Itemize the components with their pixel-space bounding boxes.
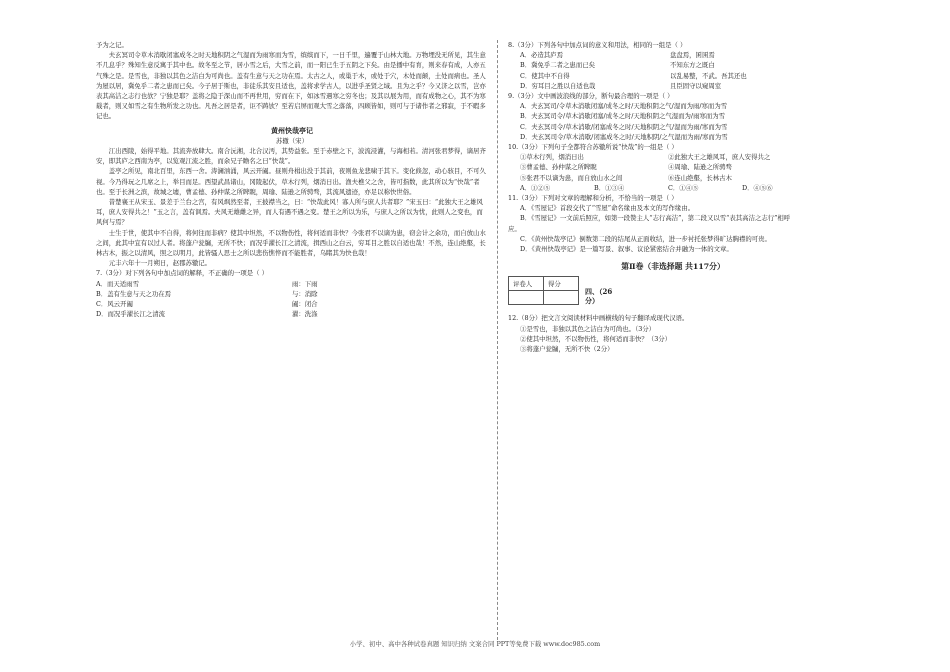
option-gloss: 濯：洗涤 xyxy=(292,310,318,319)
essay-title: 黄州快哉亭记 xyxy=(271,125,313,135)
question-9-option: B．夫玄冥司令/草木消歇闭塞/成冬之时/天地积阴之气湿而为/雨寒而为雪 xyxy=(520,112,726,121)
question-12-item: ②使其中坦然，不以物伤性，将何适而非快？（3分） xyxy=(520,334,672,343)
question-10-items xyxy=(508,173,838,183)
question-10-items xyxy=(508,162,838,172)
question-11-option: D．《黄州快哉亭记》是一篇写景、叙事、议论紧密结合并融为一体的文章。 xyxy=(520,245,733,254)
question-9-option: C．夫玄冥司令/草木消歇/闭塞成冬之时/天地积阴之气/湿而为雨/寒而为雪 xyxy=(520,122,728,131)
part-2-heading: 第Ⅱ卷（非选择题 共117分） xyxy=(621,262,725,272)
passage-xuewuji xyxy=(96,50,488,121)
text-line: 德、孙仲谋之所睥睨，周瑜、陆逊之所骋骛，其流风遗迹，亦足以称快世俗。 xyxy=(198,187,416,196)
question-8-stem: 8.（3分）下列各句中加点词的意义和用法，相同的一组是（ ） xyxy=(508,41,687,49)
question-11-option: C．《黄州快哉亭记》倒数第二段的结尾从正面收结，进一步衬托张梦得旷达胸襟的可贵。 xyxy=(520,234,771,243)
intro-line: 予为之记。 xyxy=(96,41,128,49)
text-line: 者耶？”宋玉曰：“此独大王之雄风耳，庶人安得共之！”玉之言，盖有讽焉。夫风无雄雌之异，而人有 xyxy=(96,198,483,217)
question-7-stem: 7.（3分）对下列各句中加点词的解释，不正确的一项是（ ） xyxy=(96,269,268,278)
choice-text: B．①③④ xyxy=(594,183,625,192)
reviewer-cell xyxy=(509,291,544,305)
option-text: D．穷耳目之胜以自适也哉 xyxy=(520,81,596,90)
essay-author: 苏辙（宋） xyxy=(276,136,308,145)
option-compare: 以乱易整，不武。吾其还也 xyxy=(670,71,747,80)
text-line: 林大地。万物埋没无所见，其生意不几息乎？殊知生意反寓于其中也。故冬至之节，居小雪之后，大雪之 xyxy=(96,51,486,70)
question-11-option: A．《雪屋记》首段交代了“雪屋”命名缘由及本文的写作缘由。 xyxy=(520,204,695,213)
question-8-option xyxy=(508,60,838,70)
question-7-option xyxy=(96,279,488,289)
item-text: ③曹孟德、孙仲谋之所睥睨 xyxy=(520,163,597,172)
question-12-item: ③将蓬户瓮牖，无所不快（2分） xyxy=(520,345,614,354)
text-line: 为患，窃会计之余功，而自放山水之间，此其中宜有以过人者。将蓬户瓮牖，无所不快；而况乎濯长江之 xyxy=(96,228,486,247)
column-divider xyxy=(497,40,498,640)
section-4-line: 四、（26 xyxy=(585,287,613,297)
text-line: 前，而一阳已生于五阴之下矣。由是播中有育，则来春有成，人亦五气殊之是。是雪也，非独以其色之洁 xyxy=(96,61,486,80)
text-line: 昔楚襄王从宋玉、景差于兰台之宫，有风飒然至者，王披襟当之，曰：“快哉此风！寡人所与庶人共 xyxy=(108,198,387,207)
choice-text: A．①②⑤ xyxy=(520,183,551,192)
option-text: C．风云开阖 xyxy=(96,300,133,309)
paragraph-3 xyxy=(96,197,488,228)
section-4-line: 分） xyxy=(585,296,599,306)
question-8-option xyxy=(508,81,838,91)
question-8-option xyxy=(508,50,838,60)
question-8-option xyxy=(508,71,838,81)
reviewer-label: 评卷人 xyxy=(509,277,544,291)
text-line: 行列，烟消日出。渔夫樵父之舍，皆可指数，此其所以为“快哉”者也。至于长洲之滨，故城之墟，曹孟 xyxy=(96,177,480,196)
question-11-option-cont: 应。 xyxy=(508,224,521,233)
option-text: A．而天适雨雪 xyxy=(96,279,139,288)
question-12-stem: 12.（8分）把文言文阅读材料中画横线的句子翻译成现代汉语。 xyxy=(508,314,689,323)
option-compare: 且臣固守以窥周室 xyxy=(670,81,722,90)
text-line: 下。变化倏忽，动心骇目，不可久视。今乃得玩之几席之上，举目而足。西望武昌诸山，冈陵起伏，草木 xyxy=(96,167,486,186)
text-line: 遇不遇之变。楚王之所以为乐，与庶人之所以为忧，此则人之变也，而风何与焉？ xyxy=(96,208,483,227)
question-11-stem: 11.（3分）下列对文章的理解和分析，不恰当的一项是（ ） xyxy=(508,194,678,203)
question-9-option: D．夫玄冥司令/草木消歇/闭塞成冬之时/天地积阴/之气湿而为雨/寒而为雪 xyxy=(520,132,728,141)
question-7-option xyxy=(96,309,488,319)
score-cell xyxy=(544,291,579,305)
question-11-option: B．《雪屋记》一文前后照应，如第一段赞主人“志行高洁”，第二段又以雪“表其高洁之志行”相呼 xyxy=(520,214,791,223)
option-compare: 盘盘焉，囷囷焉 xyxy=(670,51,715,60)
text-line: 清流，揖西山之白云，穷耳目之胜以自适也哉！不然，连山绝壑，长林古木，振之以清风，照之以明月， xyxy=(96,238,486,258)
score-label: 得分 xyxy=(544,277,579,291)
option-gloss: 与：消除 xyxy=(292,289,318,298)
paragraph-2 xyxy=(96,166,488,197)
text-line: 夫玄冥司令草木消歇闭塞成冬之时天地积阴之气湿而为雨寒而为雪，缤缤而下，一日千里，遍覆于山 xyxy=(108,51,390,60)
option-text: D．而况乎濯长江之清流 xyxy=(96,310,166,319)
text-line: 盖亭之所见，南北百里，东西一舍。涛澜汹涌，风云开阖。昼则舟楫出没于其前，夜则鱼龙悲啸于其 xyxy=(108,167,390,176)
item-text: ①草木行列，烟消日出 xyxy=(520,153,584,162)
right-column xyxy=(508,40,838,354)
score-section xyxy=(508,276,838,305)
choice-text: C．①④⑤ xyxy=(668,183,699,192)
text-line: 与海相若。清河张君梦得，谪居齐安，即其庐之西南为亭，以览观江流之胜，而余兄子瞻名之曰“快哉”。 xyxy=(96,147,486,166)
text-line: 此皆骚人思士之所以悲伤憔悴而不能胜者，乌睹其为快也哉！ xyxy=(198,249,371,258)
choice-text: D．④⑤⑥ xyxy=(742,183,773,192)
question-10-choices xyxy=(508,183,838,193)
question-10-items xyxy=(508,152,838,162)
question-7-option xyxy=(96,289,488,299)
essay-date: 元丰六年十一月朔日，赵郡苏辙记。 xyxy=(108,259,212,268)
option-text: B．冀免乎二者之患而已矣 xyxy=(520,61,595,70)
text-line: 且为之乎？今又济之以雪，岂亦表其高洁之志行也欤？宁独是耶？盖将之隐于深山而不再世用，穷而在下，如 xyxy=(96,81,486,101)
item-text: ⑤张君不以谪为患，而自放山水之间 xyxy=(520,173,623,182)
item-text: ④周瑜、陆逊之所骋骛 xyxy=(668,163,732,172)
question-12-item: ①是雪也，非独以其色之洁白为可尚也。（3分） xyxy=(520,324,656,333)
question-10-stem: 10.（3分）下列句子全都符合苏辙所说“快哉”的一组是（ ） xyxy=(508,143,678,152)
text-line: 江出西陵，始得平地。其流奔放肆大。南合沅湘，北合汉沔，其势益张。至于赤壁之下，波流浸灌， xyxy=(108,147,390,156)
footer: 小学、初中、高中各种试卷真题 知识归纳 文案合同 PPT等免费下载 www.doc985.com xyxy=(349,640,601,648)
option-compare: 不知东方之既白 xyxy=(670,61,715,70)
text-line: 士生于世，使其中不自得，将何往而非病？使其中坦然，不以物伤性，将何适而非快？今张君不以谪 xyxy=(108,228,390,237)
item-text: ⑥连山绝壑，长林古木 xyxy=(668,173,732,182)
text-line: 之居是者，讵不踌欤？至若启屏而观大雪之落落，四顾皆如，则可与于诸作者之邪寂，于不暇多记也。 xyxy=(96,102,486,121)
question-9-option: A．夫玄冥司/令草木消歇闭塞/成冬之时/天地积阴之气/湿而为雨/寒而为雪 xyxy=(520,102,728,111)
left-column xyxy=(96,40,488,319)
paragraph-1 xyxy=(96,146,488,166)
option-text: B．盖有生意与天之功在焉 xyxy=(96,289,171,298)
question-9-stem: 9.（3分）文中画波浪线的部分，断句最合理的一项是（ ） xyxy=(508,92,674,101)
item-text: ②此独大王之雄风耳，庶人安得共之 xyxy=(668,153,771,162)
option-text: A．必造其庐焉 xyxy=(520,51,563,60)
option-gloss: 阖：闭合 xyxy=(292,300,318,309)
text-line: 屋以居，冀免乎二者之患而已矣。今子居于斯也，非徒乐其安且适也，盖将求学古人，以进乎圣贤之域。 xyxy=(102,81,397,90)
score-table xyxy=(508,276,579,305)
paragraph-4 xyxy=(96,228,488,259)
text-line: 冰雪遇寒之穷冬也；及其以展为用，而有成物之心，其不为寒载者，则又如雪之有生物所发之功也。凡吾 xyxy=(96,92,486,111)
option-gloss: 雨：下雨 xyxy=(292,279,318,288)
section-4-heading xyxy=(585,287,612,305)
option-text: C．使其中不自得 xyxy=(520,71,570,80)
question-7-option xyxy=(96,299,488,309)
text-line: 白为可尚也。盖有生意与天之功在焉。太古之人，或巢于木，或处于穴，木处而颠，土处而病也。圣人为 xyxy=(96,71,486,90)
